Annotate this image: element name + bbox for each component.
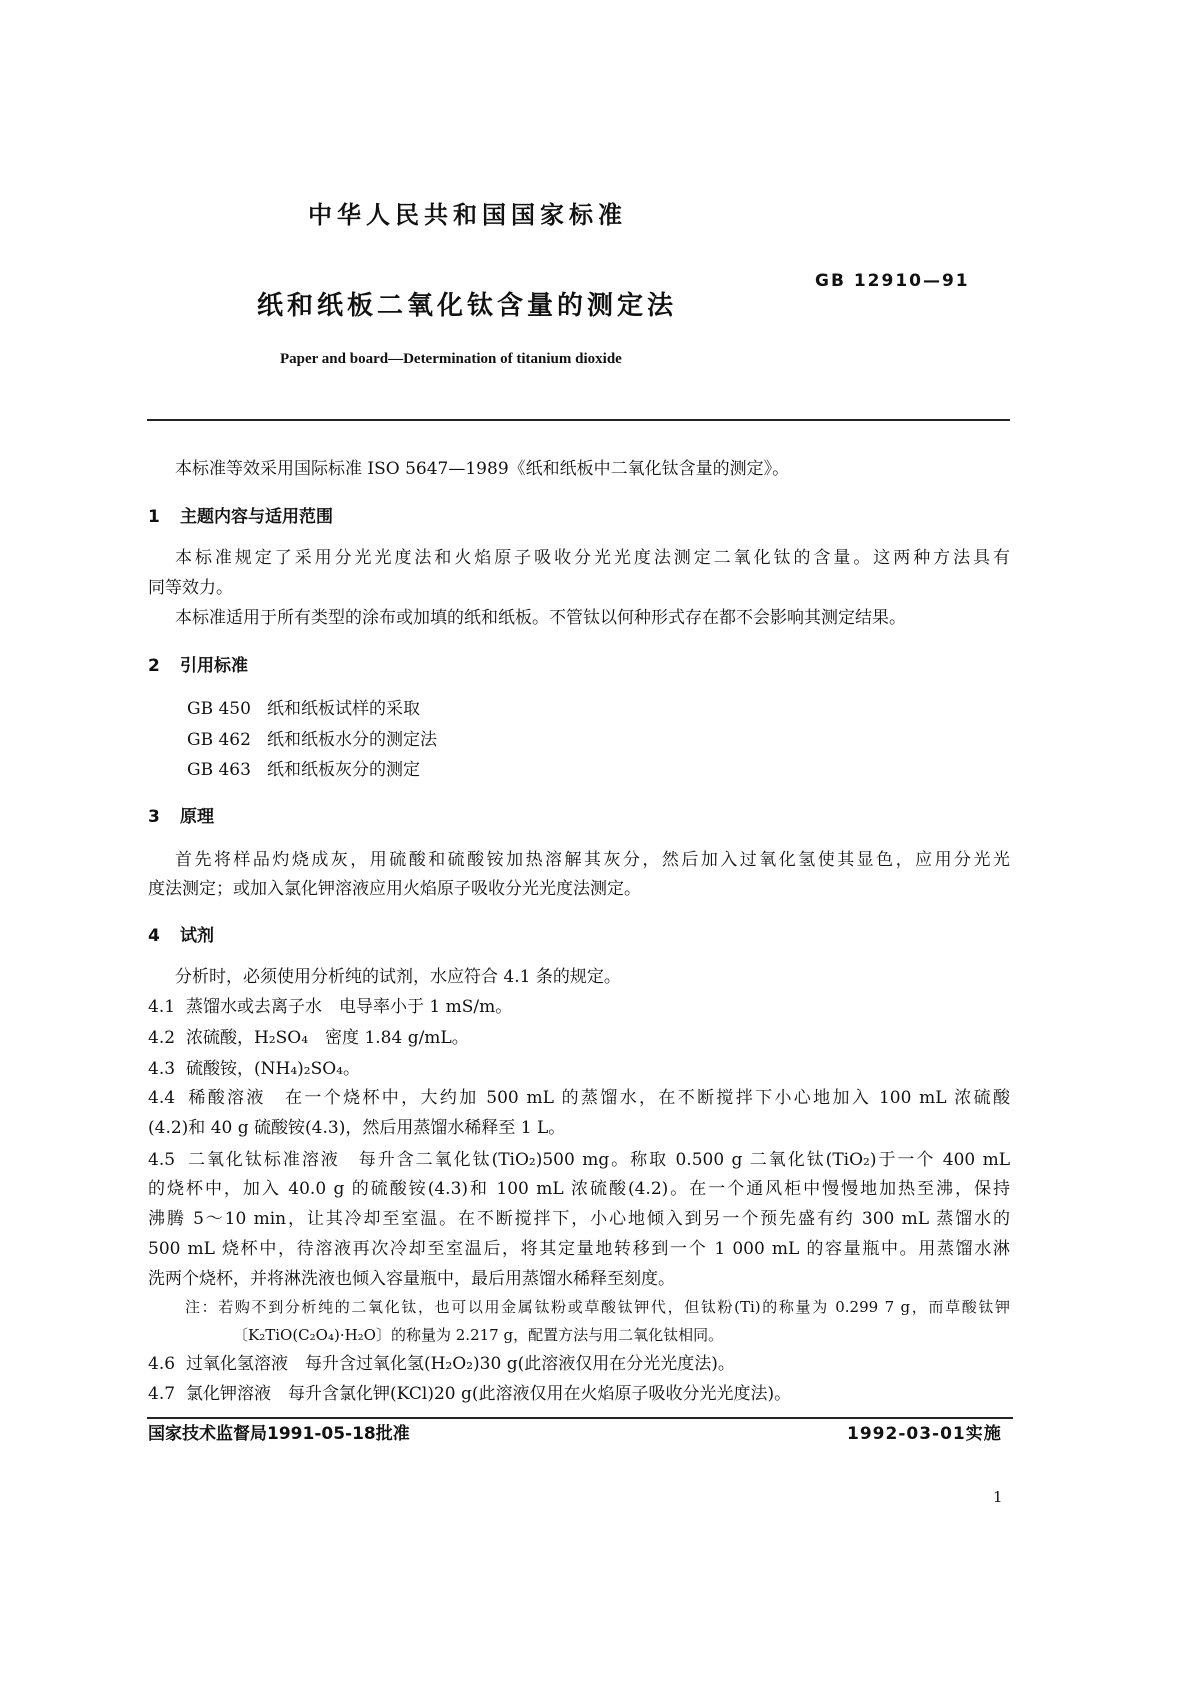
reagent-item-line <box>148 1149 1010 1171</box>
item-text: 硫酸铵，(NH₄)₂SO₄。 <box>186 1059 360 1079</box>
reference-code: GB 462 <box>187 729 251 750</box>
paragraph: 首先将样品灼烧成灰，用硫酸和硫酸铵加热溶解其灰分，然后加入过氧化氢使其显色，应用分光光 <box>175 850 1010 870</box>
item-text: 氯化钾溶液 每升含氯化钾(KCl)20 g(此溶液仅用在火焰原子吸收分光光度法)。 <box>186 1384 792 1404</box>
section-title: 试剂 <box>180 926 214 946</box>
item-text: 过氧化氢溶液 每升含过氧化氢(H₂O₂)30 g(此溶液仅用在分光光度法)。 <box>186 1354 735 1374</box>
item-number: 4.5 <box>148 1150 176 1170</box>
section-2-heading <box>148 655 248 677</box>
section-number: 3 <box>148 807 160 827</box>
section-3-heading <box>148 806 214 828</box>
paragraph: 本标准适用于所有类型的涂布或加填的纸和纸板。不管钛以何种形式存在都不会影响其测定结果。 <box>175 608 906 628</box>
reference-code: GB 463 <box>187 760 251 780</box>
reference-item <box>187 759 420 781</box>
paragraph: 同等效力。 <box>148 578 233 598</box>
footer-divider <box>147 1417 1013 1419</box>
reagent-item-line: 的烧杯中，加入 40.0 g 的硫酸铵(4.3)和 100 mL 浓硫酸(4.2)。在一个通风柜中慢慢地加热至沸，保持 <box>148 1179 1010 1199</box>
section-1-heading <box>148 506 333 528</box>
paragraph: 本标准规定了采用分光光度法和火焰原子吸收分光光度法测定二氧化钛的含量。这两种方法具有 <box>175 548 1010 568</box>
item-text: 二氧化钛标准溶液 每升含二氧化钛(TiO₂)500 mg。称取 0.500 g 二氧化钛(TiO₂)于一个 400 mL <box>186 1150 1010 1170</box>
intro-text: 本标准等效采用国际标准 ISO 5647—1989《纸和纸板中二氧化钛含量的测定》。 <box>175 459 790 479</box>
reagent-item-line: 洗两个烧杯，并将淋洗液也倾入容量瓶中，最后用蒸馏水稀释至刻度。 <box>148 1269 675 1289</box>
reagent-item-line <box>148 1353 735 1375</box>
reagent-item-line <box>148 1027 469 1049</box>
paragraph: 度法测定；或加入氯化钾溶液应用火焰原子吸收分光光度法测定。 <box>148 879 641 899</box>
section-title: 原理 <box>180 807 214 827</box>
reference-item <box>187 698 420 720</box>
section-title: 引用标准 <box>180 656 248 676</box>
paragraph: 分析时，必须使用分析纯的试剂，水应符合 4.1 条的规定。 <box>175 967 621 987</box>
reference-item <box>187 729 437 751</box>
document-title-english: Paper and board—Determination of titanium dioxide <box>280 351 622 367</box>
reagent-item-line <box>148 1383 791 1405</box>
item-text: 浓硫酸，H₂SO₄ 密度 1.84 g/mL。 <box>186 1028 469 1048</box>
reagent-item-line <box>148 1058 360 1080</box>
item-text: 稀酸溶液 在一个烧杯中，大约加 500 mL 的蒸馏水，在不断搅拌下小心地加入 100 mL 浓硫酸 <box>186 1088 1010 1108</box>
item-number: 4.7 <box>148 1384 176 1404</box>
reference-title: 纸和纸板水分的测定法 <box>267 729 437 750</box>
item-number: 4.3 <box>148 1059 176 1079</box>
page-number: 1 <box>993 1488 1003 1506</box>
reference-title: 纸和纸板灰分的测定 <box>267 760 420 780</box>
reference-title: 纸和纸板试样的采取 <box>267 699 420 719</box>
reference-code: GB 450 <box>187 699 251 719</box>
item-number: 4.2 <box>148 1028 176 1048</box>
section-4-heading <box>148 925 214 947</box>
item-number: 4.6 <box>148 1354 176 1374</box>
reagent-item-line <box>148 996 512 1018</box>
note-text: 注：若购不到分析纯的二氧化钛，也可以用金属钛粉或草酸钛钾代，但钛粉(Ti)的称量为 0.299 7 g，而草酸钛钾 <box>185 1298 1010 1316</box>
org-title: 中华人民共和国国家标准 <box>308 201 627 229</box>
item-text: 蒸馏水或去离子水 电导率小于 1 mS/m。 <box>186 997 513 1017</box>
section-number: 2 <box>148 656 160 676</box>
reagent-item-line: (4.2)和 40 g 硫酸铵(4.3)，然后用蒸馏水稀释至 1 L。 <box>148 1118 566 1138</box>
header-divider <box>147 419 1010 421</box>
item-number: 4.1 <box>148 997 176 1017</box>
effective-date: 1992-03-01实施 <box>847 1424 1002 1444</box>
reagent-item-line: 500 mL 烧杯中，待溶液再次冷却至室温后，将其定量地转移到一个 1 000 mL 的容量瓶中。用蒸馏水淋 <box>148 1239 1010 1259</box>
section-number: 1 <box>148 507 160 527</box>
reagent-item-line <box>148 1087 1010 1109</box>
standard-number: GB 12910—91 <box>815 271 970 291</box>
reagent-item-line: 沸腾 5～10 min，让其冷却至室温。在不断搅拌下，小心地倾入到另一个预先盛有约 300 mL 蒸馏水的 <box>148 1209 1010 1229</box>
document-title: 纸和纸板二氧化钛含量的测定法 <box>257 291 678 321</box>
section-title: 主题内容与适用范围 <box>180 507 333 527</box>
approval-date: 国家技术监督局1991-05-18批准 <box>148 1424 410 1444</box>
section-number: 4 <box>148 926 160 946</box>
item-number: 4.4 <box>148 1088 176 1108</box>
note-text: 〔K₂TiO(C₂O₄)·H₂O〕的称量为 2.217 g，配置方法与用二氧化钛相同。 <box>233 1326 724 1344</box>
